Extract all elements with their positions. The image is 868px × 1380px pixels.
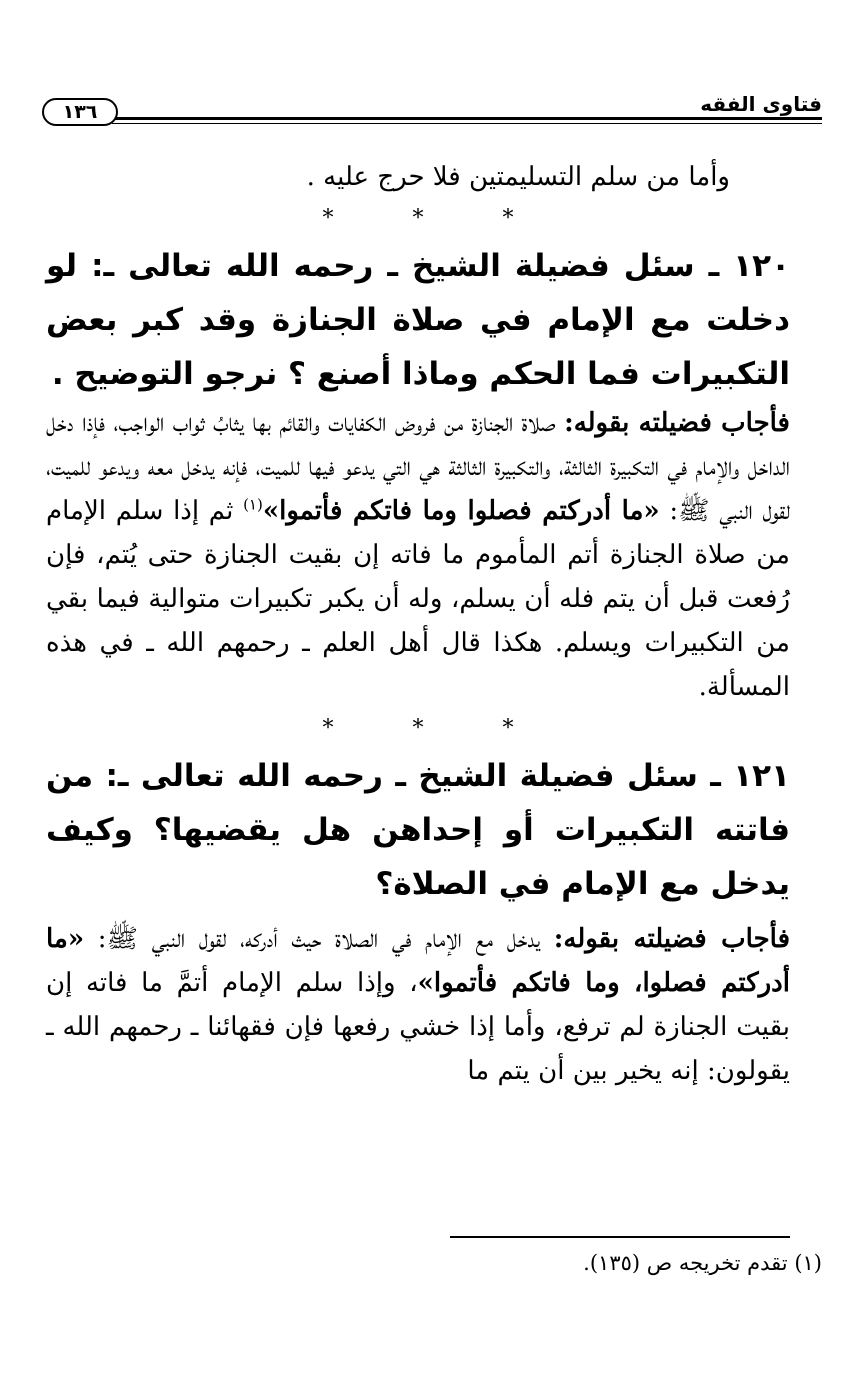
answer-text: ثم إذا سلم الإمام من صلاة الجنازة أتم المأموم ما فاته إن بقيت الجنازة حتى يُتم، فإن رُفعت قبل أن يتم فله أن يسلم، وله أن يكبر تكبيرات متوالية فيما بقي من التكبيرات ويسلم. هكذا قال أهل العلم ـ رحمهم الله ـ في هذه المسألة.: [46, 496, 790, 702]
page-header: [42, 92, 822, 132]
section-separator: * * *: [322, 206, 550, 231]
page-body: [46, 155, 790, 1093]
hadith-quote: «ما أدركتم فصلوا، وما فاتكم فأتموا»: [46, 924, 790, 998]
question-121: ١٢١ ـ سئل فضيلة الشيخ ـ رحمه الله تعالى ـ: من فاتته التكبيرات أو إحداهن هل يقضيها؟ وكيف يدخل مع الإمام في الصلاة؟: [46, 758, 790, 902]
footnote-marker: (١): [243, 495, 263, 514]
page-number: ١٣٦: [42, 98, 118, 126]
book-title: فتاوى الفقه: [700, 92, 822, 116]
question-120: ١٢٠ ـ سئل فضيلة الشيخ ـ رحمه الله تعالى ـ: لو دخلت مع الإمام في صلاة الجنازة وقد كبر بعض التكبيرات فما الحكم وماذا أصنع ؟ نرجو التوضيح .: [46, 248, 790, 392]
answer-text: صلاة الجنازة من فروض الكفايات والقائم بها يثابُ ثواب الواجب، فإذا دخل الداخل والإمام في التكبيرة الثالثة، والتكبيرة الثالثة هي التي يدعو فيها للميت، فإنه يدخل معه ويدعو للميت، لقول النبي ﷺ:: [46, 408, 790, 526]
answer-121: [46, 917, 790, 1093]
header-rule-thin: [112, 123, 822, 124]
answer-text: ، وإذا سلم الإمام أتمَّ ما فاته إن بقيت الجنازة لم ترفع، وأما إذا خشي رفعها فإن فقهائنا ـ رحمهم الله ـ يقولون: إنه يخير بين أن يتم ما: [46, 968, 790, 1086]
header-rule: [112, 117, 822, 120]
answer-text: يدخل مع الإمام في الصلاة حيث أدركه، لقول النبي ﷺ:: [84, 924, 554, 954]
section-separator: * * *: [322, 716, 550, 741]
answer-lead: فأجاب فضيلته بقوله:: [553, 924, 790, 954]
hadith-quote: «ما أدركتم فصلوا وما فاتكم فأتموا»: [262, 496, 660, 526]
footnote: (١) تقدم تخريجه ص (١٣٥).: [583, 1251, 822, 1275]
answer-120: [46, 401, 790, 709]
intro-line: وأما من سلم التسليمتين فلا حرج عليه .: [306, 162, 730, 192]
footnote-rule: [450, 1236, 790, 1238]
answer-lead: فأجاب فضيلته بقوله:: [564, 408, 790, 438]
